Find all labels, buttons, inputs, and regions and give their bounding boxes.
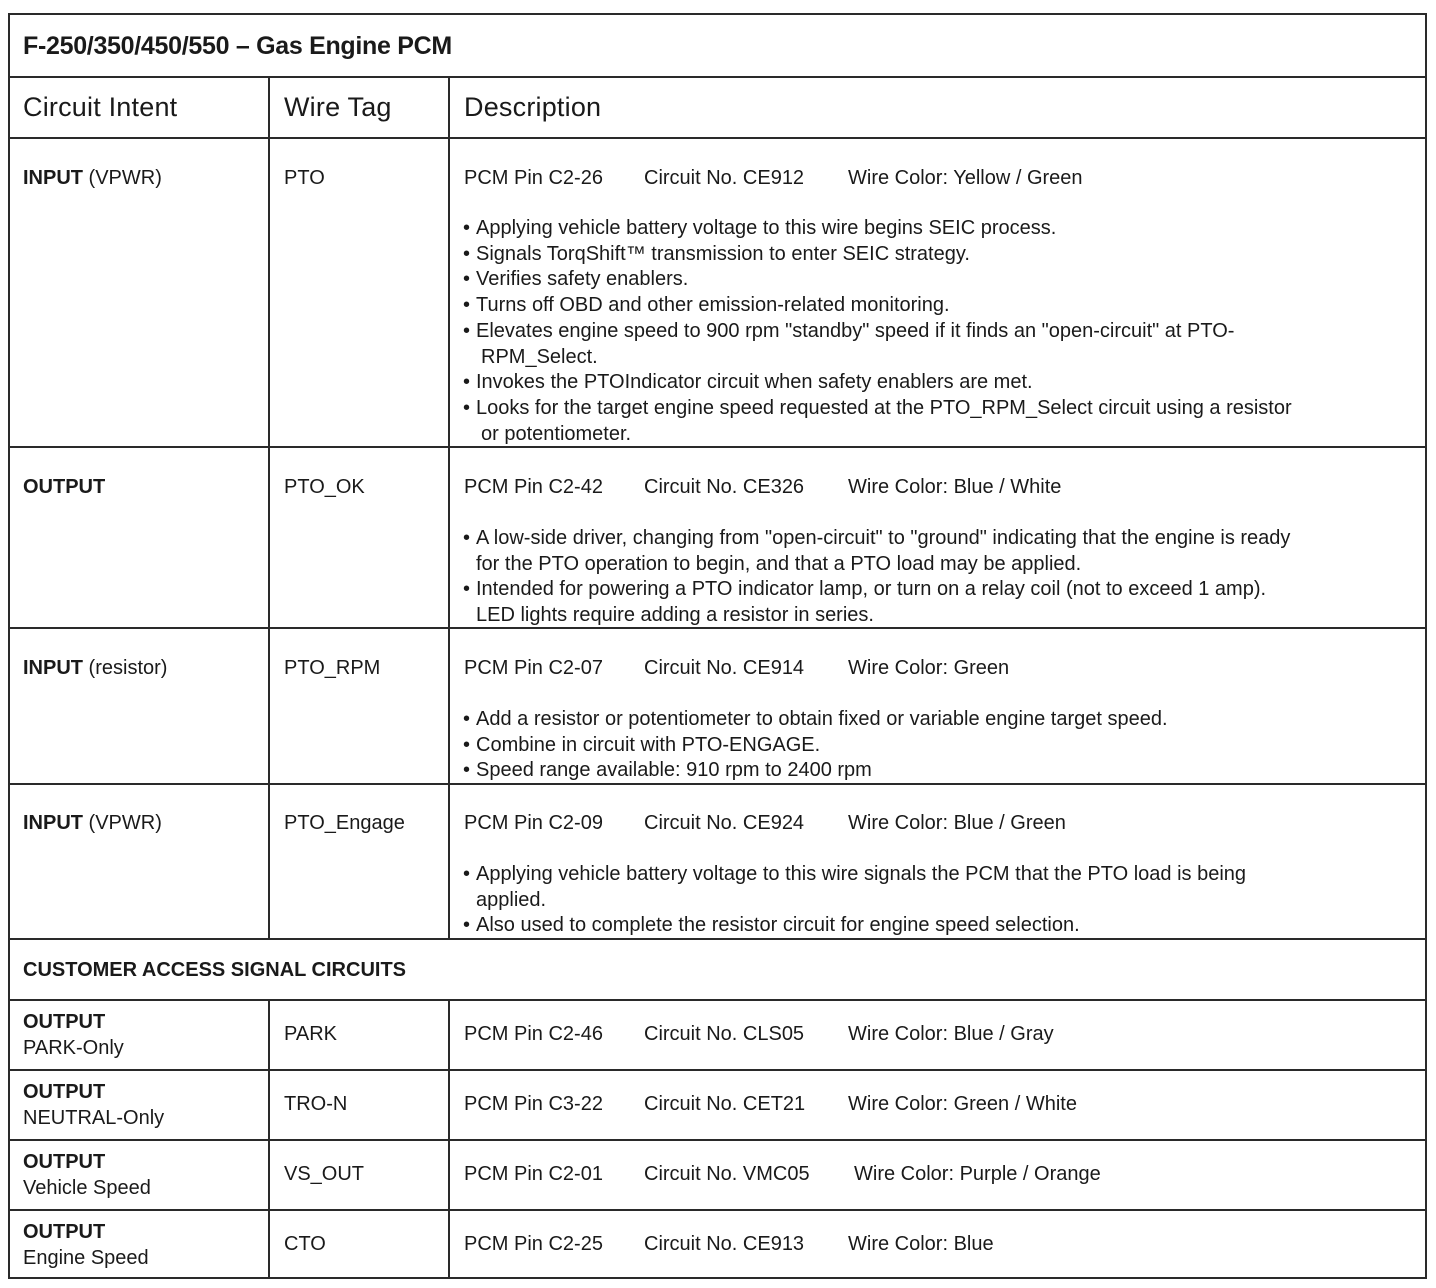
rule bbox=[10, 1139, 1425, 1141]
wire-tag: TRO-N bbox=[284, 1093, 348, 1115]
wire-tag: PTO bbox=[284, 167, 325, 189]
bullet-continuation: or potentiometer. bbox=[481, 422, 632, 445]
pin-info: PCM Pin C2-01 Circuit No. VMC05 Wire Color: Purple / Orange bbox=[464, 1163, 1101, 1185]
pcm-circuit-table bbox=[8, 13, 1427, 1279]
bullet-item: • Speed range available: 910 rpm to 2400 rpm bbox=[463, 758, 1168, 784]
bullet-item: • Applying vehicle battery voltage to this wire signals the PCM that the PTO load is being bbox=[463, 862, 1246, 888]
circuit-intent: INPUT (VPWR) bbox=[23, 167, 162, 189]
section-title: CUSTOMER ACCESS SIGNAL CIRCUITS bbox=[23, 959, 406, 981]
bullet-item: • Verifies safety enablers. bbox=[463, 267, 1292, 293]
bullet-item: • A low-side driver, changing from "open-circuit" to "ground" indicating that the engine is ready bbox=[463, 526, 1290, 552]
bullet-item: • Elevates engine speed to 900 rpm "standby" speed if it finds an "open-circuit" at PTO- bbox=[463, 319, 1292, 345]
circuit-intent: OUTPUT NEUTRAL-Only bbox=[23, 1081, 165, 1129]
column-rule bbox=[268, 76, 270, 938]
bullet-item: • Also used to complete the resistor circuit for engine speed selection. bbox=[463, 913, 1246, 939]
pin-info: PCM Pin C2-46 Circuit No. CLS05 Wire Color: Blue / Gray bbox=[464, 1023, 1054, 1045]
description-bullets bbox=[463, 216, 1292, 447]
bullet-item: • Applying vehicle battery voltage to this wire begins SEIC process. bbox=[463, 216, 1292, 242]
circuit-intent: OUTPUT bbox=[23, 476, 106, 498]
column-header-tag: Wire Tag bbox=[284, 92, 392, 122]
description-bullets bbox=[463, 707, 1168, 784]
wire-tag: VS_OUT bbox=[284, 1163, 365, 1185]
column-header-intent: Circuit Intent bbox=[23, 92, 178, 122]
circuit-intent: OUTPUT Engine Speed bbox=[23, 1221, 149, 1269]
column-rule bbox=[268, 999, 270, 1279]
bullet-item: • Intended for powering a PTO indicator lamp, or turn on a relay coil (not to exceed 1 amp). bbox=[463, 577, 1290, 603]
description-bullets bbox=[463, 526, 1290, 629]
column-rule bbox=[448, 999, 450, 1279]
pin-info: PCM Pin C2-09 Circuit No. CE924 Wire Color: Blue / Green bbox=[464, 812, 1066, 834]
rule bbox=[10, 137, 1425, 139]
rule bbox=[10, 1069, 1425, 1071]
pin-info: PCM Pin C2-42 Circuit No. CE326 Wire Color: Blue / White bbox=[464, 476, 1062, 498]
circuit-intent: OUTPUT Vehicle Speed bbox=[23, 1151, 151, 1199]
pin-info: PCM Pin C3-22 Circuit No. CET21 Wire Color: Green / White bbox=[464, 1093, 1077, 1115]
wire-tag: PTO_RPM bbox=[284, 657, 381, 679]
circuit-intent: INPUT (VPWR) bbox=[23, 812, 162, 834]
wire-tag: PARK bbox=[284, 1023, 337, 1045]
wire-tag: PTO_OK bbox=[284, 476, 365, 498]
description-bullets bbox=[463, 862, 1246, 939]
bullet-item: • Add a resistor or potentiometer to obtain fixed or variable engine target speed. bbox=[463, 707, 1168, 733]
bullet-continuation: RPM_Select. bbox=[481, 345, 598, 368]
pin-info: PCM Pin C2-07 Circuit No. CE914 Wire Color: Green bbox=[464, 657, 1010, 679]
bullet-item: • Combine in circuit with PTO-ENGAGE. bbox=[463, 733, 1168, 759]
pin-info: PCM Pin C2-26 Circuit No. CE912 Wire Color: Yellow / Green bbox=[464, 167, 1083, 189]
bullet-item: • Turns off OBD and other emission-related monitoring. bbox=[463, 293, 1292, 319]
bullet-item: • Looks for the target engine speed requested at the PTO_RPM_Select circuit using a resistor bbox=[463, 396, 1292, 422]
bullet-item: • Invokes the PTOIndicator circuit when safety enablers are met. bbox=[463, 370, 1292, 396]
table-title: F-250/350/450/550 – Gas Engine PCM bbox=[23, 32, 452, 60]
wire-tag: CTO bbox=[284, 1233, 326, 1255]
column-rule bbox=[448, 76, 450, 938]
pin-info: PCM Pin C2-25 Circuit No. CE913 Wire Color: Blue bbox=[464, 1233, 994, 1255]
rule bbox=[10, 76, 1425, 78]
rule bbox=[10, 999, 1425, 1001]
column-header-description: Description bbox=[464, 92, 602, 122]
bullet-continuation: applied. bbox=[476, 888, 547, 911]
bullet-continuation: LED lights require adding a resistor in series. bbox=[476, 604, 874, 627]
circuit-intent: OUTPUT PARK-Only bbox=[23, 1011, 124, 1059]
rule bbox=[10, 1209, 1425, 1211]
bullet-item: • Signals TorqShift™ transmission to enter SEIC strategy. bbox=[463, 242, 1292, 268]
bullet-continuation: for the PTO operation to begin, and that a PTO load may be applied. bbox=[476, 552, 1082, 575]
wire-tag: PTO_Engage bbox=[284, 812, 405, 834]
circuit-intent: INPUT (resistor) bbox=[23, 657, 168, 679]
